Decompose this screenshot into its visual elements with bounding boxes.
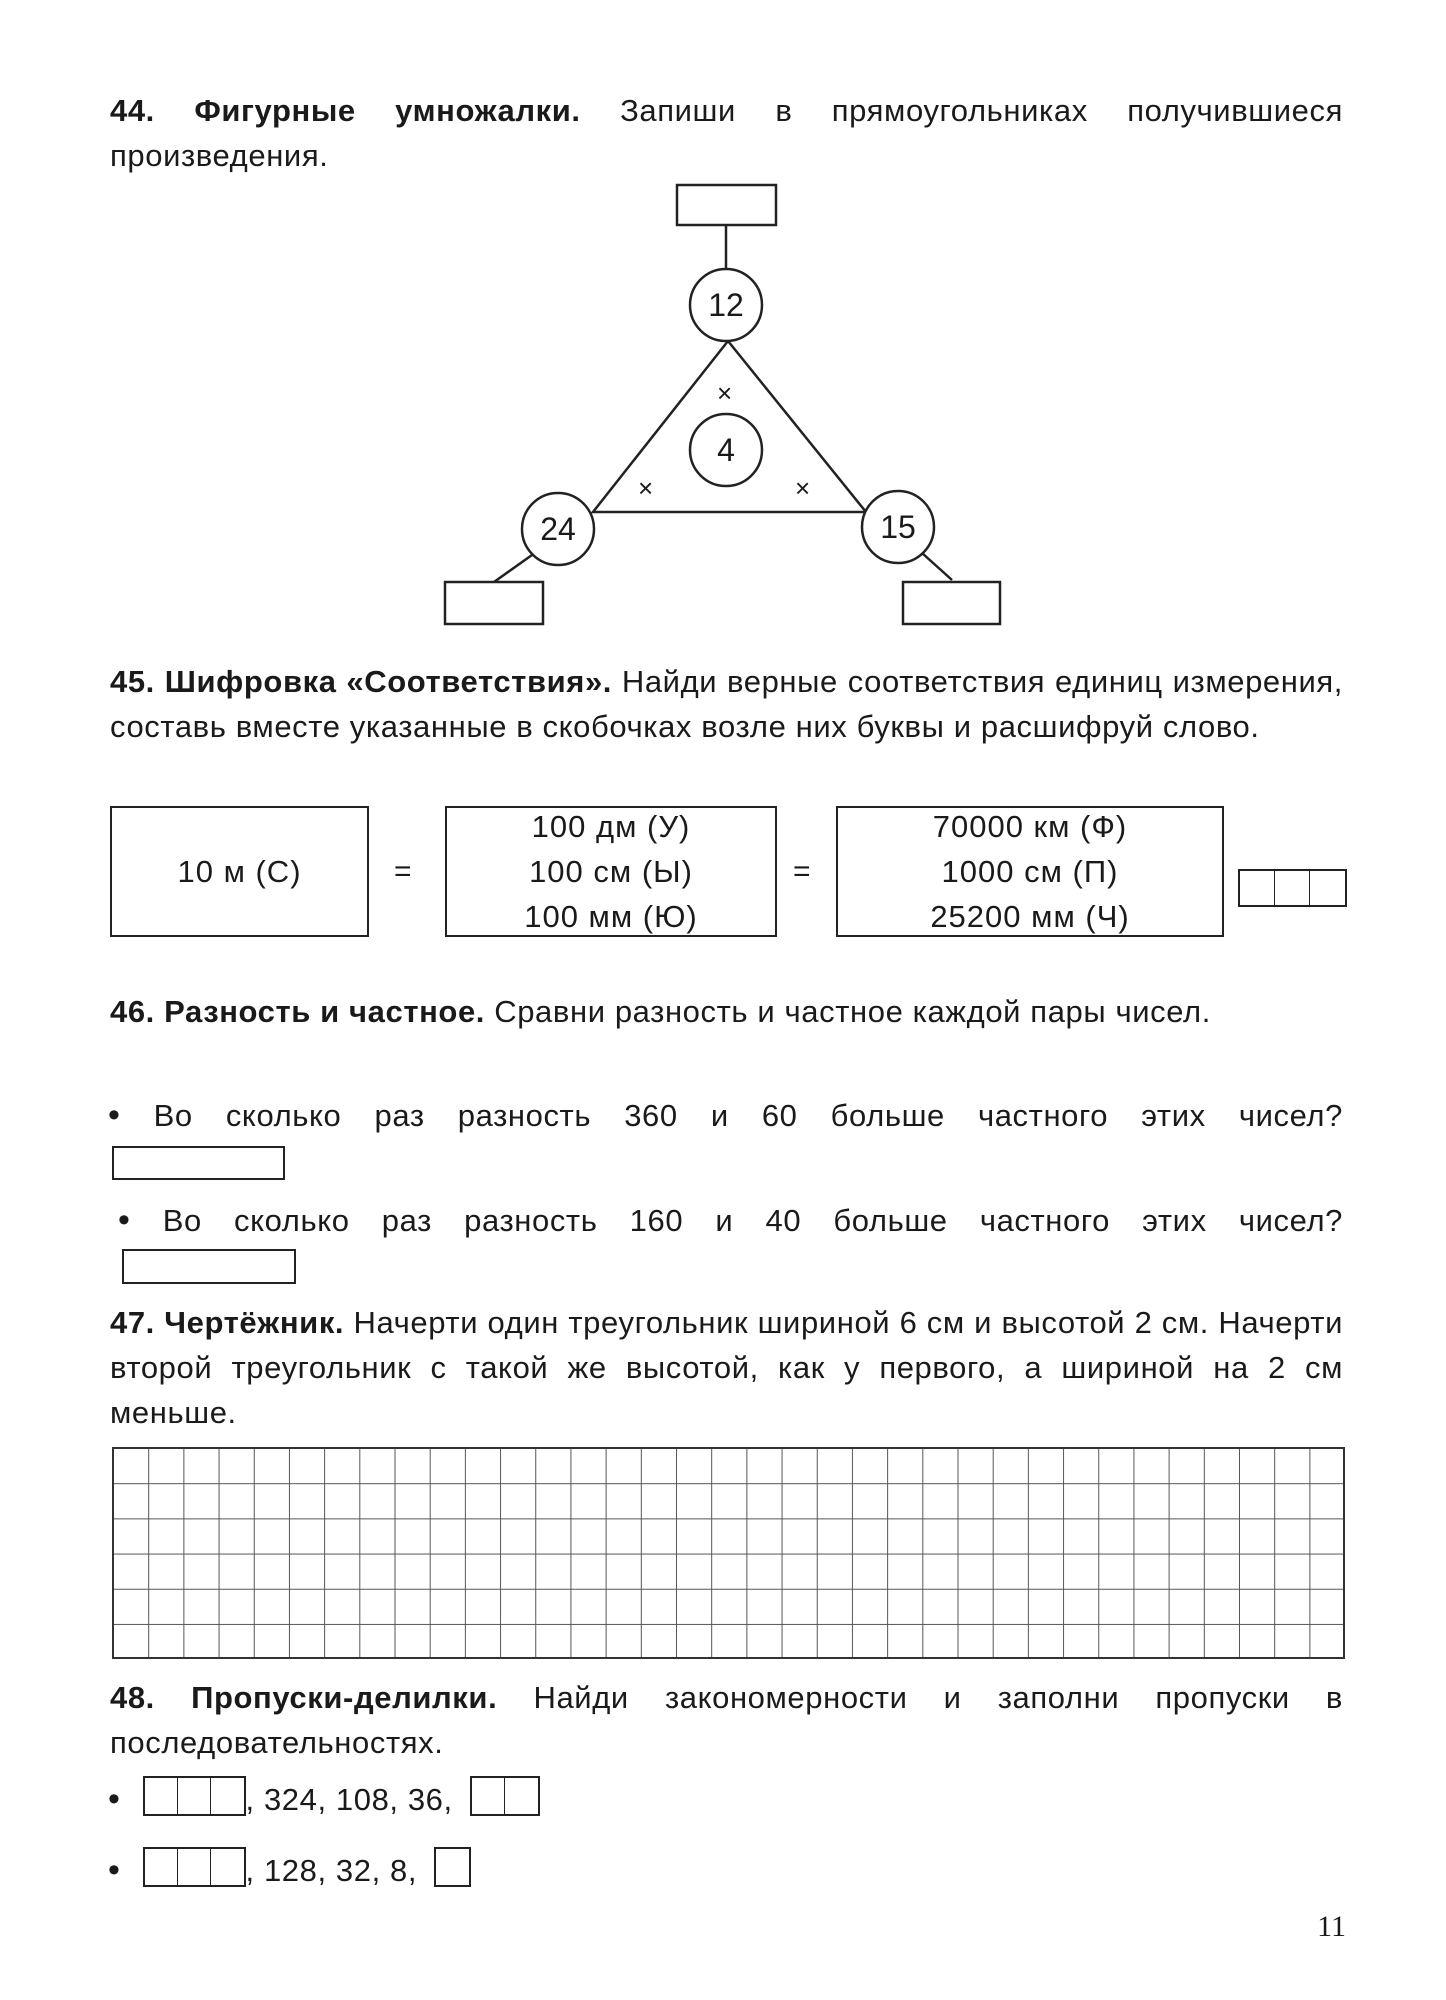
task-48-text: [110, 1675, 1343, 1765]
multiply-sign-right: ×: [795, 473, 811, 503]
unit-box-2-line-1: 100 дм (У): [531, 809, 691, 844]
task-46-question-2: [118, 1198, 1343, 1243]
task-48-number: 48.: [110, 1680, 155, 1715]
unit-box-3-line-3: 25200 мм (Ч): [930, 899, 1130, 934]
equals-sign-2: =: [793, 855, 811, 888]
q2-word: 40: [765, 1203, 802, 1238]
digit-cell[interactable]: [178, 1778, 211, 1814]
q1-word: 360: [624, 1098, 678, 1133]
answer-word-cell[interactable]: [1310, 871, 1345, 905]
task-48-instruction: Найди закономерности и заполни пропуски в последовательностях.: [110, 1680, 1343, 1760]
bullet-icon: •: [108, 1851, 121, 1889]
unit-box-1-line-1: 10 м (С): [177, 854, 302, 889]
q1-word: сколько: [225, 1098, 342, 1133]
task-48-title: Пропуски-делилки.: [191, 1680, 498, 1715]
sequence-2-trailing-cells[interactable]: [434, 1847, 471, 1887]
right-circle-value: 15: [880, 509, 916, 545]
task-46-answer-2[interactable]: [122, 1249, 296, 1284]
q1-word: и: [710, 1098, 729, 1133]
bullet-icon: •: [108, 1780, 121, 1818]
q1-word: 60: [761, 1098, 798, 1133]
digit-cell[interactable]: [145, 1778, 178, 1814]
digit-cell[interactable]: [211, 1849, 244, 1885]
answer-word-cell[interactable]: [1275, 871, 1310, 905]
task-47-number: 47.: [110, 1305, 155, 1340]
q2-word: этих: [1142, 1203, 1207, 1238]
digit-cell[interactable]: [436, 1849, 469, 1885]
q1-word: больше: [830, 1098, 945, 1133]
unit-box-1: [110, 806, 369, 937]
page-number: 11: [1317, 1910, 1346, 1943]
sequence-1-values: , 324, 108, 36,: [245, 1782, 453, 1817]
task-47-instruction: Начерти один треугольник шириной 6 см и высотой 2 см. Начерти второй треугольник с такой же высотой, как у первого, а шириной на 2 см меньше.: [110, 1305, 1343, 1430]
sequence-2: [108, 1848, 471, 1893]
bullet-icon: •: [118, 1201, 131, 1239]
q1-word: раз: [374, 1098, 425, 1133]
task-45-text: [110, 659, 1343, 749]
digit-cell[interactable]: [178, 1849, 211, 1885]
center-circle-value: 4: [717, 432, 735, 468]
multiply-sign-top: ×: [717, 378, 733, 408]
q2-word: частного: [979, 1203, 1110, 1238]
task-44-number: 44.: [110, 93, 155, 128]
left-circle-value: 24: [540, 511, 576, 547]
task-45-title: Шифровка «Соответствия».: [164, 664, 613, 699]
unit-box-2-line-2: 100 см (Ы): [529, 854, 693, 889]
task-45-instruction: Найди верные соответствия единиц измерения, составь вместе указанные в скобочках возле них буквы и расшифруй слово.: [110, 664, 1343, 744]
q1-word: чисел?: [1238, 1098, 1343, 1133]
q2-word: разность: [464, 1203, 598, 1238]
unit-box-3-line-1: 70000 км (Ф): [932, 809, 1128, 844]
equals-sign-1: =: [394, 855, 412, 888]
q2-word: сколько: [234, 1203, 350, 1238]
answer-word-cell[interactable]: [1240, 871, 1275, 905]
right-answer-box[interactable]: [903, 582, 996, 620]
digit-cell[interactable]: [505, 1778, 538, 1814]
unit-box-3-line-2: 1000 см (П): [941, 854, 1119, 889]
q2-word: и: [715, 1203, 734, 1238]
q1-word: частного: [977, 1098, 1109, 1133]
task-46-instruction: Сравни разность и частное каждой пары чисел.: [494, 994, 1211, 1029]
left-answer-box[interactable]: [445, 582, 539, 620]
top-answer-box[interactable]: [677, 185, 772, 221]
task-46-text: [110, 989, 1343, 1034]
task-46-number: 46.: [110, 994, 155, 1029]
q2-word: 160: [629, 1203, 684, 1238]
multiply-sign-left: ×: [638, 473, 654, 503]
bullet-icon: •: [108, 1096, 121, 1134]
drawing-grid[interactable]: [112, 1447, 1345, 1659]
unit-box-2-line-3: 100 мм (Ю): [524, 899, 698, 934]
top-circle-value: 12: [708, 287, 744, 323]
sequence-1-trailing-cells[interactable]: [470, 1776, 540, 1816]
q1-word: этих: [1141, 1098, 1206, 1133]
q2-word: чисел?: [1238, 1203, 1343, 1238]
digit-cell[interactable]: [211, 1778, 244, 1814]
q1-word: Во: [153, 1098, 193, 1133]
sequence-1-leading-cells[interactable]: [143, 1776, 246, 1816]
task-45-number: 45.: [110, 664, 155, 699]
task-46-title: Разность и частное.: [164, 994, 486, 1029]
task-47-text: [110, 1300, 1343, 1435]
q2-word: раз: [381, 1203, 432, 1238]
sequence-2-values: , 128, 32, 8,: [245, 1853, 418, 1888]
digit-cell[interactable]: [145, 1849, 178, 1885]
q1-word: разность: [457, 1098, 592, 1133]
task-46-question-1: [108, 1093, 1343, 1138]
task-44-instruction: Запиши в прямоугольниках получившиеся произведения.: [110, 93, 1343, 173]
unit-box-2: [445, 806, 777, 937]
answer-word-cells[interactable]: [1238, 869, 1347, 907]
sequence-1: [108, 1777, 540, 1822]
unit-box-3: [836, 806, 1224, 937]
q2-word: больше: [833, 1203, 948, 1238]
digit-cell[interactable]: [472, 1778, 505, 1814]
sequence-2-leading-cells[interactable]: [143, 1847, 246, 1887]
task-46-answer-1[interactable]: [112, 1146, 285, 1180]
q2-word: Во: [162, 1203, 202, 1238]
task-44-title: Фигурные умножалки.: [194, 93, 581, 128]
task-47-title: Чертёжник.: [164, 1305, 345, 1340]
